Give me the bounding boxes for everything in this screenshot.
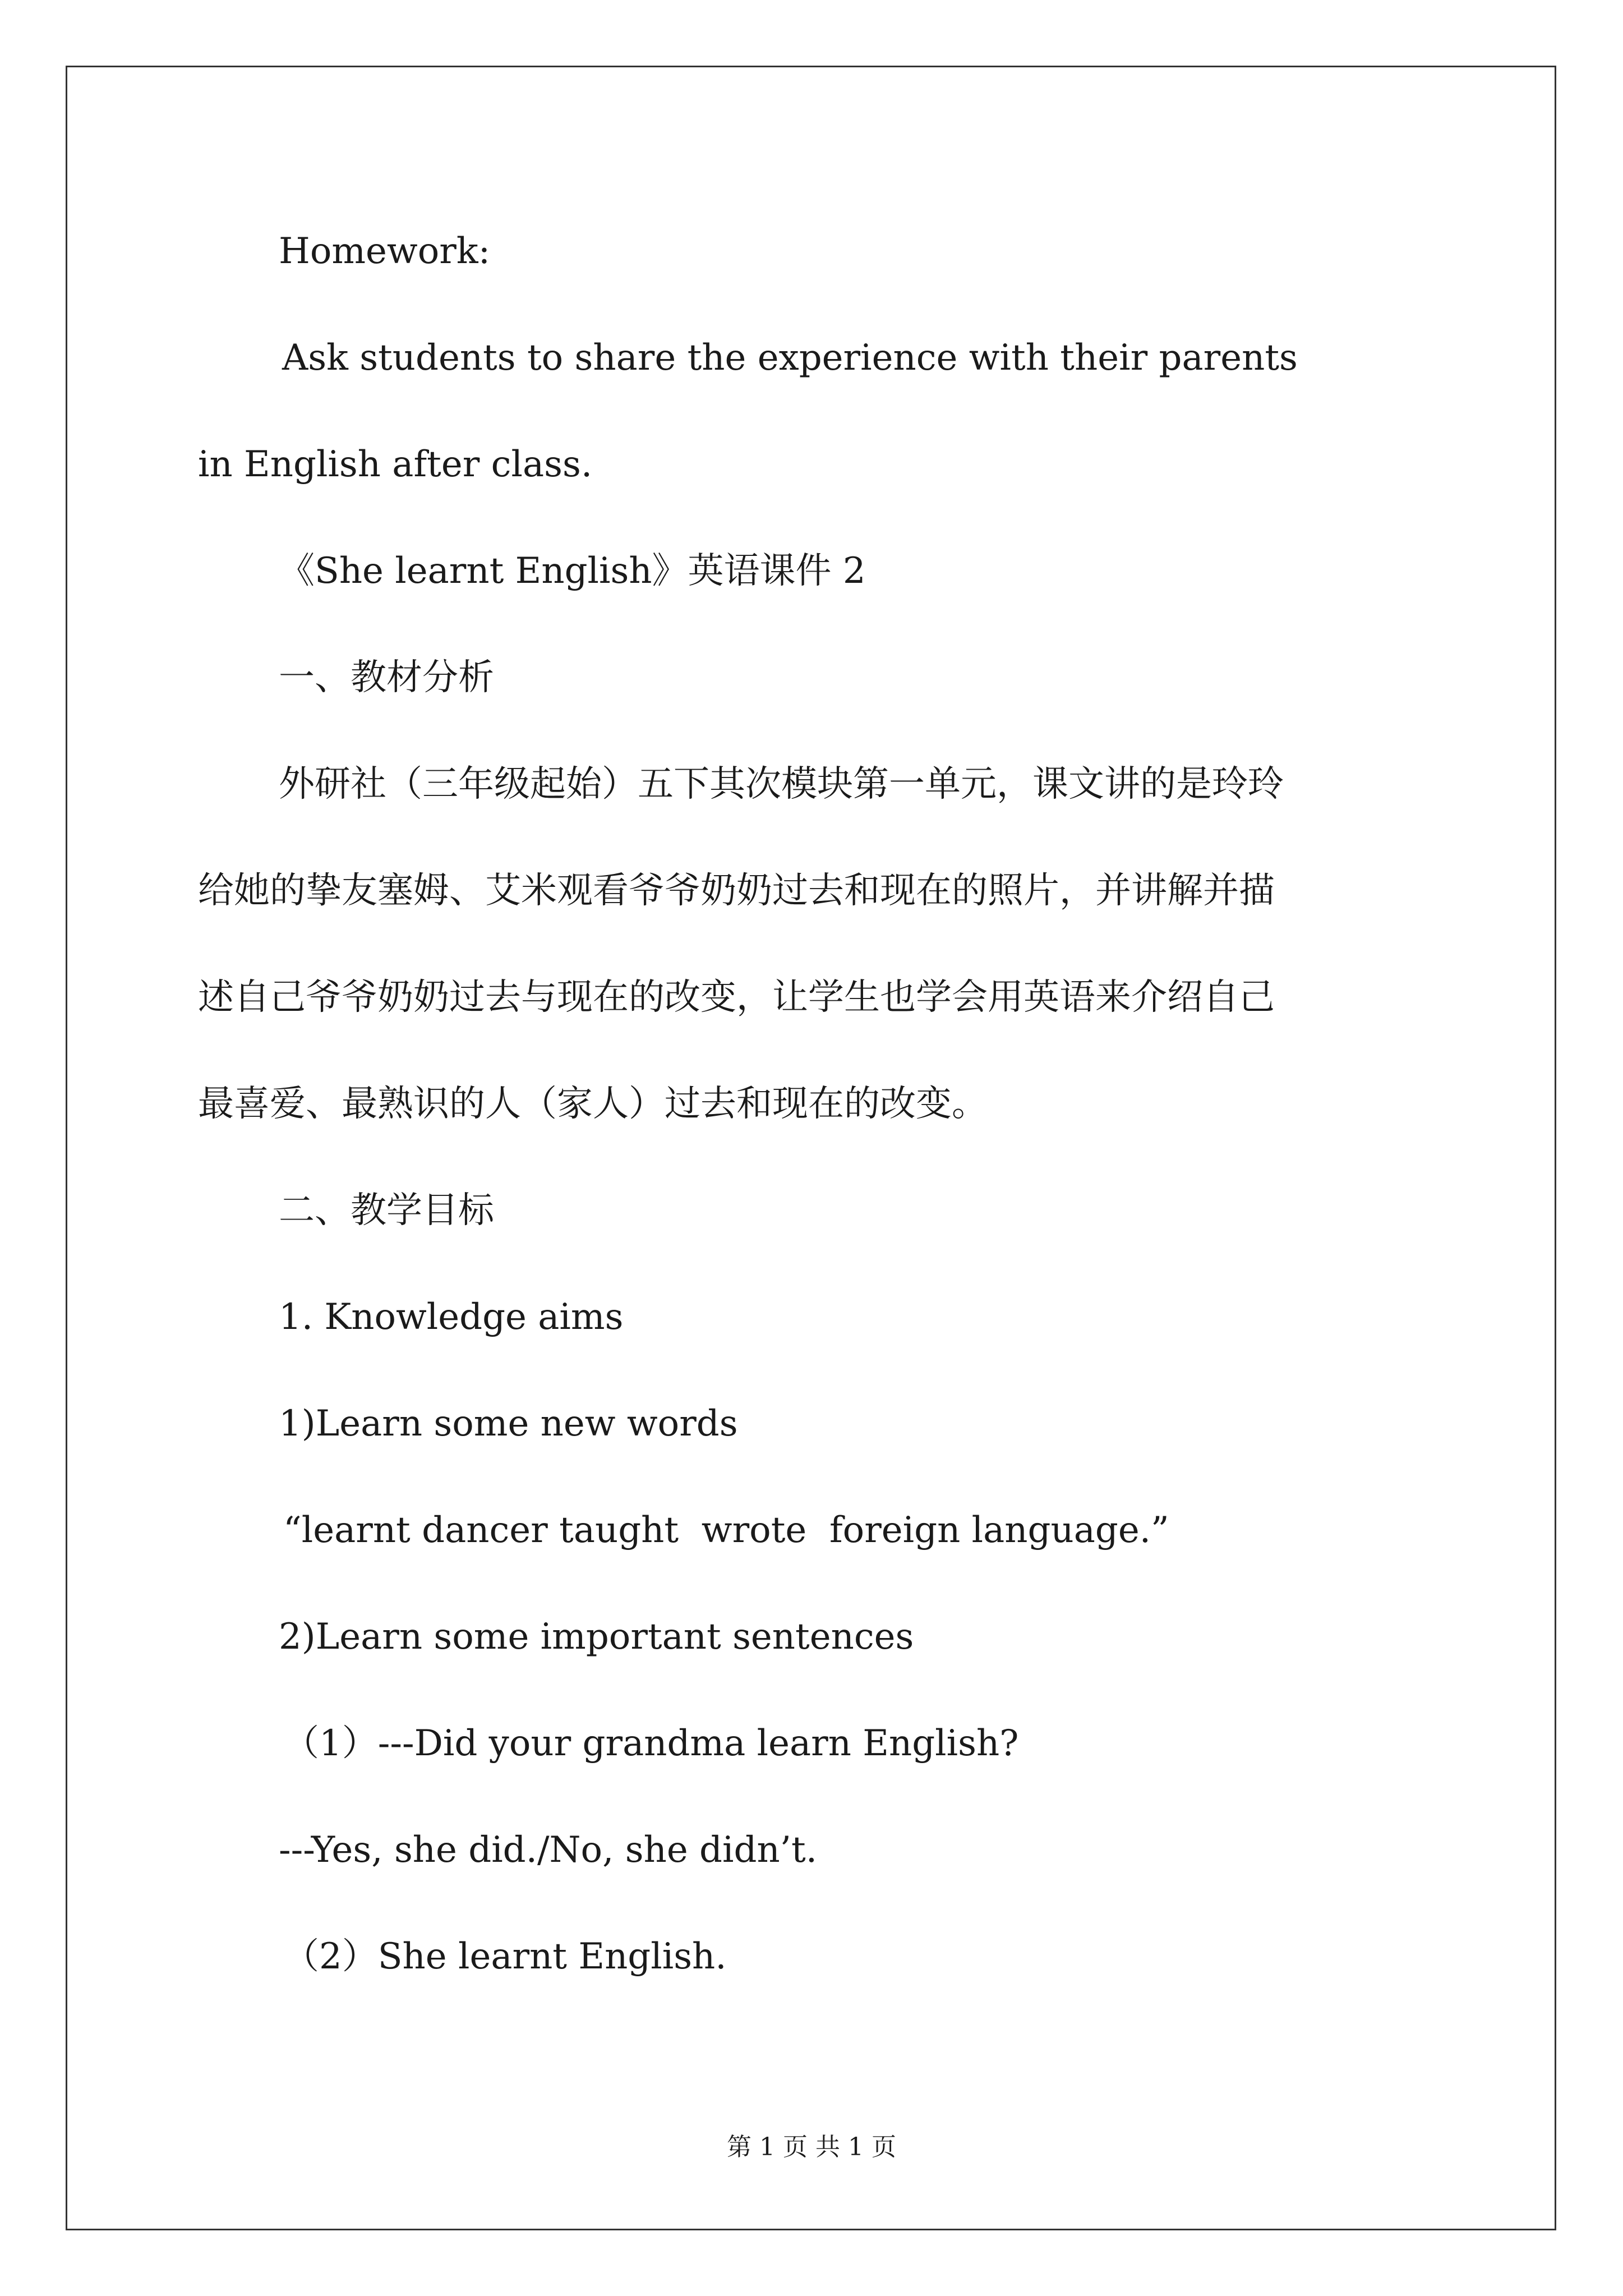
sentence-1-question: （1）---Did your grandma learn English?	[283, 1723, 1019, 1764]
paragraph-analysis-line-3: 述自己爷爷奶奶过去与现在的改变，让学生也学会用英语来介绍自己	[198, 977, 1275, 1018]
courseware-title: 《She learnt English》英语课件 2	[279, 550, 866, 592]
new-words-item: 1)Learn some new words	[279, 1403, 738, 1444]
section-heading-goals: 二、教学目标	[279, 1190, 494, 1231]
paragraph-homework-text: Ask students to share the experience with their parents	[282, 337, 1298, 379]
word-list: “learnt dancer taught wrote foreign language.”	[283, 1510, 1169, 1551]
sentences-item: 2)Learn some important sentences	[279, 1616, 914, 1658]
paragraph-analysis-line-4: 最喜爱、最熟识的人（家人）过去和现在的改变。	[198, 1083, 988, 1125]
sentence-1-answer: ---Yes, she did./No, she didn’t.	[279, 1829, 818, 1871]
paragraph-analysis-line-1: 外研社（三年级起始）五下其次模块第一单元，课文讲的是玲玲	[279, 763, 1284, 805]
paragraph-analysis-line-2: 给她的挚友塞姆、艾米观看爷爷奶奶过去和现在的照片，并讲解并描	[198, 870, 1275, 912]
paragraph-homework-text-cont: in English after class.	[198, 444, 593, 485]
sentence-2: （2）She learnt English.	[283, 1936, 727, 1977]
page-border	[66, 66, 1556, 2230]
paragraph-homework-heading: Homework:	[279, 231, 491, 272]
page-footer: 第 1 页 共 1 页	[727, 2133, 896, 2161]
knowledge-aims-heading: 1. Knowledge aims	[279, 1296, 624, 1338]
section-heading-analysis: 一、教材分析	[279, 657, 494, 698]
